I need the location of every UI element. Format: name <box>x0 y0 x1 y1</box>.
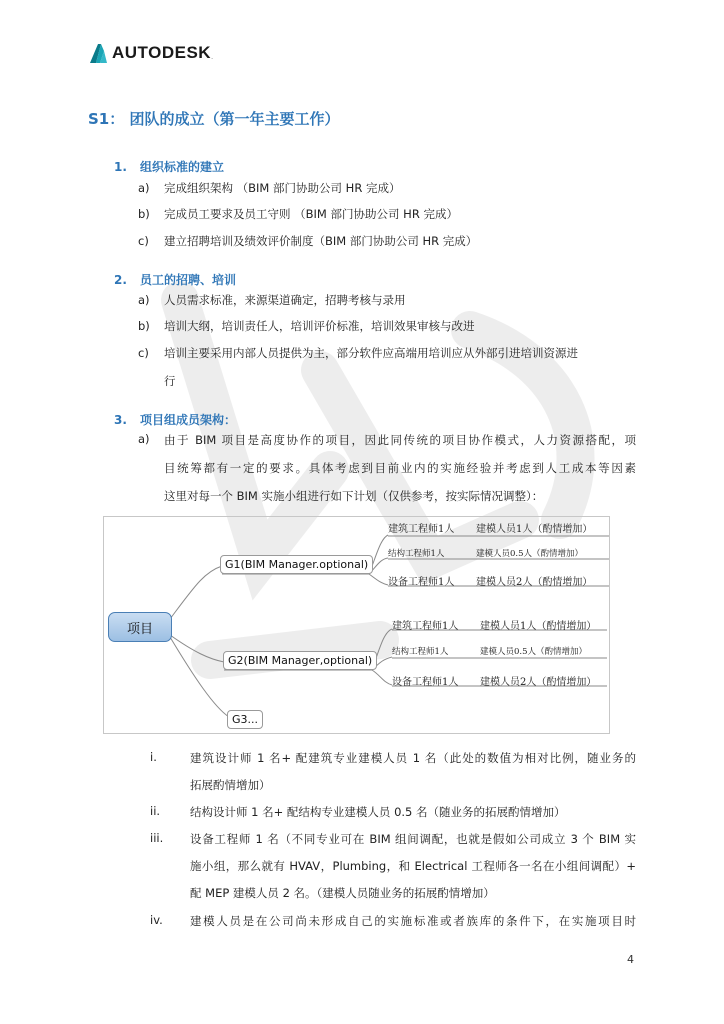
roman-line: 配 MEP 建模人员 2 名。（建模人员随业务的拓展酌情增加） <box>190 886 495 900</box>
roman-line: 施小组，那么就有 HVAV，Plumbing，和 Electrical 工程师各一名在小组间调配）+ <box>190 859 636 873</box>
list-marker: a) <box>138 181 150 195</box>
section-title: S1： 团队的成立（第一年主要工作） <box>88 110 340 128</box>
heading-text: 项目组成员架构： <box>140 413 237 427</box>
role-node: 设备工程师1人 <box>388 577 455 588</box>
roman-marker: ii. <box>150 804 161 818</box>
heading-text: 员工的招聘、培训 <box>140 273 237 287</box>
roman-line: 结构设计师 1 名+ 配结构专业建模人员 0.5 名（随业务的拓展酌情增加） <box>190 805 566 819</box>
staff-node: 建模人员1人（酌情增加） <box>480 621 597 632</box>
list-marker: b) <box>138 207 150 221</box>
list-marker-a: a) <box>138 432 150 446</box>
role-node: 设备工程师1人 <box>392 677 459 688</box>
staff-node: 建模人员0.5人（酌情增加） <box>480 647 588 657</box>
heading-3 <box>114 411 236 428</box>
list-marker: c) <box>138 234 149 248</box>
roman-marker: i. <box>150 750 157 764</box>
paragraph-line: 这里对每一个 BIM 实施小组进行如下计划（仅供参考，按实际情况调整）： <box>164 489 544 503</box>
list-item <box>138 180 400 196</box>
list-text: 完成组织架构 （BIM 部门协助公司 HR 完成） <box>164 181 401 195</box>
list-text: 完成员工要求及员工守则 （BIM 部门协助公司 HR 完成） <box>164 207 458 221</box>
list-text: 培训主要采用内部人员提供为主，部分软件应高端用培训应从外部引进培训资源进 <box>164 346 578 360</box>
brand-tm: . <box>211 54 214 61</box>
list-item <box>138 292 406 308</box>
role-node: 建筑工程师1人 <box>392 621 459 632</box>
page-number: 4 <box>627 953 634 966</box>
autodesk-logo <box>88 42 213 64</box>
list-text: 人员需求标准，来源渠道确定，招聘考核与录用 <box>164 293 406 307</box>
roman-line: 拓展酌情增加） <box>190 778 271 792</box>
list-marker: b) <box>138 319 150 333</box>
paragraph-line: 由于 BIM 项目是高度协作的项目，因此同传统的项目协作模式，人力资源搭配，项 <box>164 433 636 447</box>
list-text: 建立招聘培训及绩效评价制度（BIM 部门协助公司 HR 完成） <box>164 234 478 248</box>
heading-2 <box>114 271 236 288</box>
list-item <box>138 206 458 222</box>
group-node-g1: G1(BIM Manager.optional) <box>220 555 373 574</box>
paragraph-line: 目统筹都有一定的要求。具体考虑到目前业内的实施经验并考虑到人工成本等因素 <box>164 461 636 475</box>
list-text: 培训大纲，培训责任人，培训评价标准，培训效果审核与改进 <box>164 319 475 333</box>
heading-number: 1. <box>114 160 127 174</box>
roman-marker: iii. <box>150 831 164 845</box>
group-node-g3: G3... <box>227 710 263 729</box>
role-node: 结构工程师1人 <box>392 647 449 657</box>
list-item <box>138 233 477 249</box>
staff-node: 建模人员0.5人（酌情增加） <box>476 549 584 559</box>
list-text-continuation: 行 <box>164 374 176 388</box>
roman-line: 设备工程师 1 名（不同专业可在 BIM 组间调配，也就是假如公司成立 3 个 BIM 实 <box>190 832 636 846</box>
brand-name: AUTODESK <box>112 43 212 62</box>
list-marker: a) <box>138 293 150 307</box>
group-node-g2: G2(BIM Manager,optional) <box>223 651 377 670</box>
root-node: 项目 <box>108 612 172 642</box>
autodesk-a-icon <box>88 42 108 64</box>
list-item <box>138 345 578 361</box>
staff-node: 建模人员2人（酌情增加） <box>476 577 593 588</box>
heading-text: 组织标准的建立 <box>140 160 225 174</box>
team-structure-diagram <box>103 516 610 734</box>
staff-node: 建模人员1人（酌情增加） <box>476 524 593 535</box>
roman-line: 建模人员是在公司尚未形成自己的实施标准或者族库的条件下，在实施项目时 <box>190 914 636 928</box>
roman-marker: iv. <box>150 913 163 927</box>
roman-line: 建筑设计师 1 名+ 配建筑专业建模人员 1 名（此处的数值为相对比例，随业务的 <box>190 751 636 765</box>
role-node: 结构工程师1人 <box>388 549 445 559</box>
role-node: 建筑工程师1人 <box>388 524 455 535</box>
heading-number: 3. <box>114 413 127 427</box>
list-item <box>138 318 475 334</box>
heading-1 <box>114 158 224 175</box>
list-marker: c) <box>138 346 149 360</box>
staff-node: 建模人员2人（酌情增加） <box>480 677 597 688</box>
heading-number: 2. <box>114 273 127 287</box>
